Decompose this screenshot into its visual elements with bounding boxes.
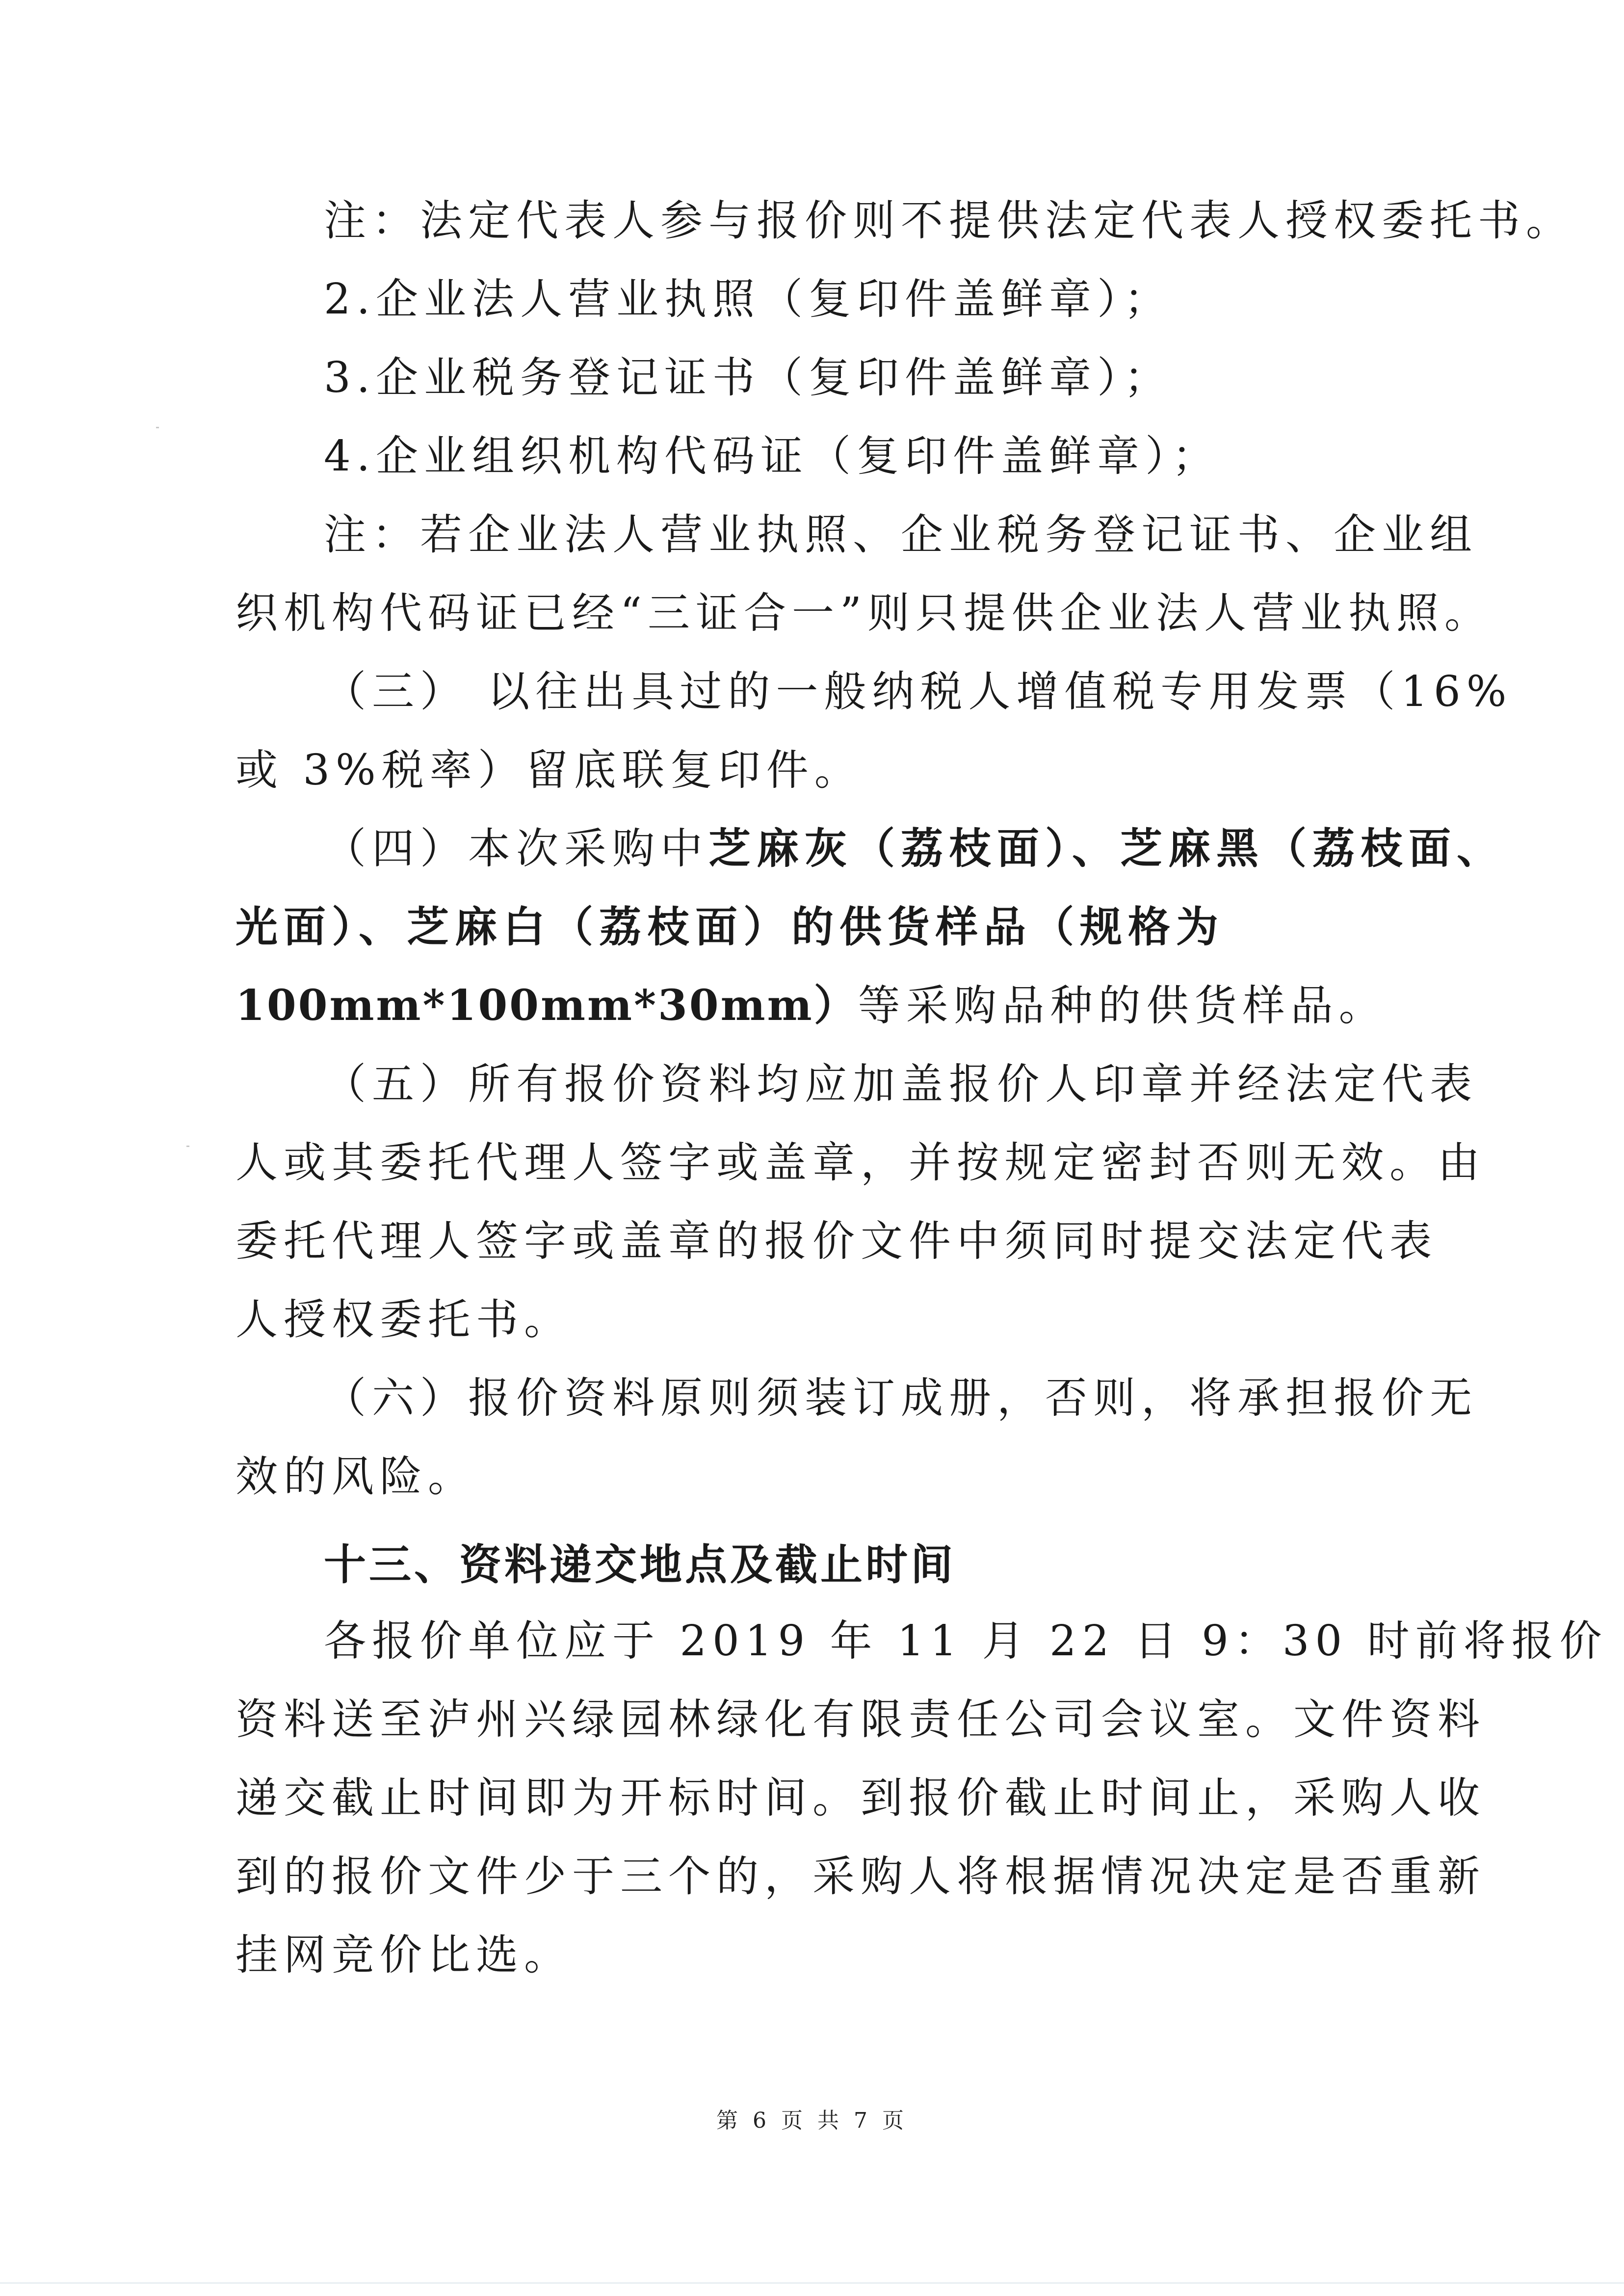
section-5-line2: 人或其委托代理人签字或盖章，并按规定密封否则无效。由 xyxy=(236,1138,1486,1187)
note-three-in-one-line2: 织机构代码证已经“三证合一”则只提供企业法人营业执照。 xyxy=(236,589,1493,638)
note-three-in-one-line1: 注：若企业法人营业执照、企业税务登记证书、企业组 xyxy=(324,510,1478,559)
section-13-heading: 十三、资料递交地点及截止时间 xyxy=(324,1540,956,1590)
item-tax-registration: 3.企业税务登记证书（复印件盖鲜章）； xyxy=(324,353,1173,402)
scan-speck xyxy=(186,1146,189,1147)
section-4-tail: 等采购品种的供货样品。 xyxy=(858,981,1387,1030)
section-5-line1: （五）所有报价资料均应加盖报价人印章并经法定代表 xyxy=(324,1060,1478,1109)
section-5-line4: 人授权委托书。 xyxy=(236,1295,572,1344)
scan-speck xyxy=(156,427,159,428)
item-business-license: 2.企业法人营业执照（复印件盖鲜章）； xyxy=(324,275,1173,324)
section-6-line2: 效的风险。 xyxy=(236,1452,476,1501)
section-3-line2: 或 3%税率）留底联复印件。 xyxy=(236,746,863,795)
sample-size: 100mm*100mm*30mm） xyxy=(236,981,858,1030)
section-4-line2: 光面）、芝麻白（荔枝面）的供货样品（规格为 xyxy=(236,902,1224,952)
deadline-line3: 递交截止时间即为开标时间。到报价截止时间止，采购人收 xyxy=(236,1774,1486,1823)
deadline-line5: 挂网竞价比选。 xyxy=(236,1931,572,1980)
section-4-line3 xyxy=(236,979,1387,1033)
section-4-intro: （四）本次采购中 xyxy=(324,824,708,873)
section-3-line1: （三） 以往出具过的一般纳税人增值税专用发票（16% xyxy=(324,667,1513,716)
page-number: 第 6 页 共 7 页 xyxy=(716,2108,908,2133)
section-6-line1: （六）报价资料原则须装订成册，否则，将承担报价无 xyxy=(324,1374,1478,1423)
scan-edge xyxy=(0,2282,1624,2284)
deadline-line4: 到的报价文件少于三个的，采购人将根据情况决定是否重新 xyxy=(236,1852,1486,1901)
section-4-line1 xyxy=(324,822,1505,876)
note-legal-rep: 注：法定代表人参与报价则不提供法定代表人授权委托书。 xyxy=(324,196,1574,245)
section-5-line3: 委托代理人签字或盖章的报价文件中须同时提交法定代表 xyxy=(236,1217,1438,1266)
section-4-samples-bold: 芝麻灰（荔枝面）、芝麻黑（荔枝面、 xyxy=(708,824,1505,873)
deadline-line2: 资料送至泸州兴绿园林绿化有限责任公司会议室。文件资料 xyxy=(236,1695,1486,1744)
deadline-line1: 各报价单位应于 2019 年 11 月 22 日 9：30 时前将报价 xyxy=(324,1617,1608,1666)
item-org-code: 4.企业组织机构代码证（复印件盖鲜章）； xyxy=(324,432,1221,481)
